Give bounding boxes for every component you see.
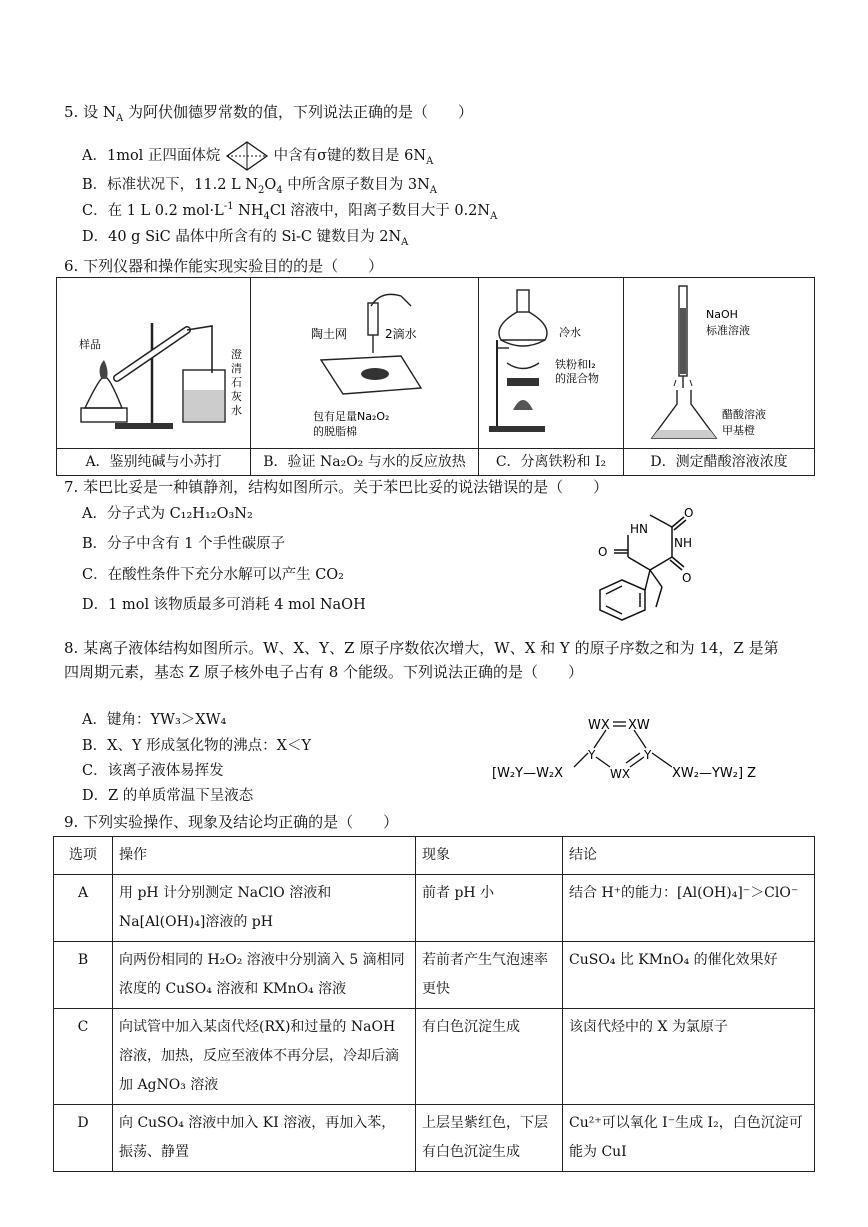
label-y-right: Y [644,748,652,762]
q5-stem: 5. 设 $N_A$ 为阿伏伽德罗常数的值，下列说法正确的是（ ） [64,103,473,124]
q5-option-a: A．1mol 正四面体烷 中含有σ键的数目是 $6N_A$ [82,140,433,172]
label-lime-1: 澄 [231,348,242,361]
q6-caption-b: B．验证 Na₂O₂ 与水的反应放热 [251,448,478,475]
q7-option-b: B．分子中含有 1 个手性碳原子 [82,536,286,552]
header-operation: 操作 [113,837,416,875]
row-option: B [54,942,113,1009]
label-o-left: O [598,545,608,559]
q6-apparatus-table [56,277,815,476]
row-phenomenon: 若前者产生气泡速率更快 [416,942,563,1009]
row-conclusion: 结合 H⁺的能力：[Al(OH)₄]⁻＞ClO⁻ [563,875,815,942]
q6-stem: 6. 下列仪器和操作能实现实验目的的是（ ） [64,257,384,275]
q6-caption-a: A．鉴别纯碱与小苏打 [57,448,250,475]
q6-cell-d [624,278,815,476]
label-right-chain: XW₂—YW₂] Z [672,766,757,781]
table-row [54,942,815,1009]
label-cotton-1: 包有足量Na₂O₂ [313,410,390,423]
row-option: A [54,875,113,942]
row-phenomenon: 前者 pH 小 [416,875,563,942]
table-header-row [54,837,815,875]
heating-apparatus-figure [57,278,250,448]
label-lime-3: 石 [231,376,242,389]
q6-cell-c [479,278,624,476]
label-cotton-2: 的脱脂棉 [313,425,357,438]
label-lime-4: 灰 [231,390,242,403]
label-lime-2: 清 [231,362,242,375]
q8-option-a: A．键角：YW₃＞XW₄ [82,712,227,728]
row-conclusion: CuSO₄ 比 KMnO₄ 的催化效果好 [563,942,815,1009]
q9-table [53,836,815,1172]
q6-caption-c: C．分离铁粉和 I₂ [479,448,623,475]
label-o-bottom: O [682,571,692,585]
ionic-liquid-structure [490,715,780,785]
table-row [54,1009,815,1105]
label-mixture-1: 铁粉和I₂ [555,358,596,371]
sublimation-apparatus-figure [479,278,623,448]
label-y-left: Y [588,748,596,762]
row-conclusion: 该卤代烃中的 X 为氯原子 [563,1009,815,1105]
q7-stem: 7. 苯巴比妥是一种镇静剂，结构如图所示。关于苯巴比妥的说法错误的是（ ） [64,478,609,496]
label-o-top: O [684,506,694,520]
label-acid-2: 甲基橙 [722,424,755,437]
row-option: D [54,1105,113,1172]
label-wx-bottom: WX [610,767,631,781]
label-naoh-2: 标准溶液 [706,324,750,337]
q6-cell-a [57,278,251,476]
q8-stem-line1: 8. 某离子液体结构如图所示。W、X、Y、Z 原子序数依次增大，W、X 和 Y 的原子序数之和为 14，Z 是第 [64,639,779,657]
label-left-chain: [W₂Y—W₂X [492,766,564,781]
phenobarbital-structure [560,495,730,630]
label-nh: NH [674,536,692,550]
q9-stem: 9. 下列实验操作、现象及结论均正确的是（ ） [64,813,399,831]
row-operation: 向 CuSO₄ 溶液中加入 KI 溶液，再加入苯，振荡、静置 [113,1105,416,1172]
label-two-drops: 2滴水 [385,327,417,341]
label-cold-water: 冷水 [559,326,581,339]
q7-option-a: A．分子式为 C₁₂H₁₂O₃N₂ [82,506,253,522]
titration-apparatus-figure [624,278,814,448]
row-phenomenon: 上层呈紫红色，下层有白色沉淀生成 [416,1105,563,1172]
label-acid-1: 醋酸溶液 [722,408,766,421]
label-hn: HN [630,522,648,536]
q8-option-c: C．该离子液体易挥发 [82,763,224,779]
row-phenomenon: 有白色沉淀生成 [416,1009,563,1105]
row-operation: 用 pH 计分别测定 NaClO 溶液和 Na[Al(OH)₄]溶液的 pH [113,875,416,942]
tetrahedrane-icon [225,140,269,172]
label-mixture-2: 的混合物 [555,372,599,385]
label-sample: 样品 [79,338,101,351]
row-operation: 向两份相同的 H₂O₂ 溶液中分别滴入 5 滴相同浓度的 CuSO₄ 溶液和 KMnO₄ 溶液 [113,942,416,1009]
row-option: C [54,1009,113,1105]
q8-stem-line2: 四周期元素，基态 Z 原子核外电子占有 8 个能级。下列说法正确的是（ ） [64,663,584,681]
label-clay-net: 陶土网 [311,327,348,341]
header-conclusion: 结论 [563,837,815,875]
q5-option-c: C．在 1 L 0.2 $mol\cdot L^{-1}$ $NH_4Cl$ 溶液中，阳离子数目大于 $0.2N_A$ [82,201,498,222]
header-phenomenon: 现象 [416,837,563,875]
q8-option-b: B．X、Y 形成氢化物的沸点：X＜Y [82,738,312,754]
q6-caption-d: D．测定醋酸溶液浓度 [624,448,814,475]
label-xw-top: XW [628,718,650,733]
label-naoh-1: NaOH [706,308,738,321]
q5-option-b: B．标准状况下，11.2 L $N_2O_4$ 中所含原子数目为 $3N_A$ [82,177,437,196]
dropper-apparatus-figure [251,278,478,448]
label-lime-5: 水 [231,404,242,417]
q5-option-d: D．40 g SiC 晶体中所含有的 Si-C 键数目为 $2N_A$ [82,229,409,248]
q7-option-c: C．在酸性条件下充分水解可以产生 CO₂ [82,567,344,583]
q7-option-d: D．1 mol 该物质最多可消耗 4 mol NaOH [82,597,366,613]
table-row [54,875,815,942]
q8-option-d: D．Z 的单质常温下呈液态 [82,788,254,804]
label-wx-top: WX [588,718,610,733]
q6-cell-b [251,278,479,476]
table-row [54,1105,815,1172]
row-operation: 向试管中加入某卤代烃(RX)和过量的 NaOH 溶液，加热，反应至液体不再分层，冷却后滴加 AgNO₃ 溶液 [113,1009,416,1105]
header-option: 选项 [54,837,113,875]
row-conclusion: Cu²⁺可以氧化 I⁻生成 I₂，白色沉淀可能为 CuI [563,1105,815,1172]
